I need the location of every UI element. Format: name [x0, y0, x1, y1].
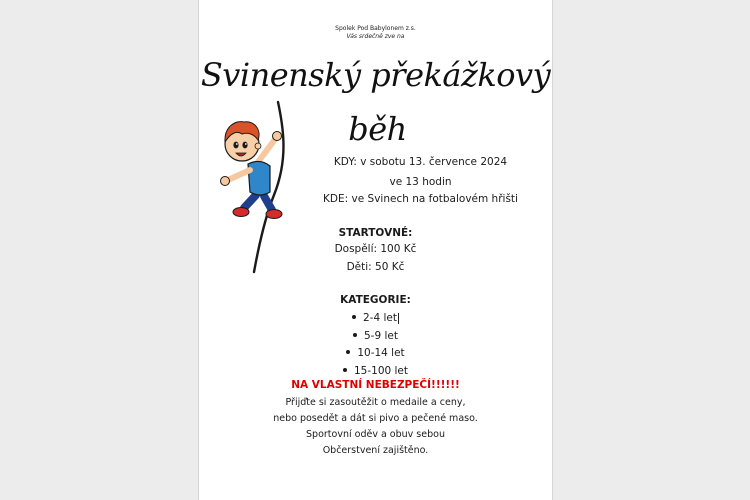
- info-line-1: Přijďte si zasoutěžit o medaile a ceny,: [285, 397, 466, 408]
- event-date: KDY: v sobotu 13. července 2024: [333, 156, 508, 168]
- fee-adults: Dospělí: 100 Kč: [334, 243, 417, 255]
- boy-climbing-rope-icon: [214, 100, 304, 275]
- bullet-icon: [346, 350, 350, 354]
- warning-text: NA VLASTNÍ NEBEZPEČÍ!!!!!!: [291, 379, 460, 391]
- categories-list: [199, 310, 552, 380]
- bullet-icon: [343, 368, 347, 372]
- categories-heading: KATEGORIE:: [340, 294, 411, 306]
- list-item: 10-14 let: [199, 345, 552, 363]
- title-line-1: Svinenský překážkový: [200, 56, 551, 94]
- info-line-4: Občerstvení zajištěno.: [322, 445, 429, 456]
- title-line-2: běh: [348, 110, 407, 148]
- list-item: 5-9 let: [199, 328, 552, 346]
- event-time: ve 13 hodin: [389, 176, 452, 188]
- event-location: KDE: ve Svinech na fotbalovém hřišti: [323, 193, 518, 205]
- fee-heading: STARTOVNÉ:: [338, 227, 413, 239]
- organizer-name: Spolek Pod Babylonem z.s.: [335, 25, 416, 32]
- list-item: 15-100 let: [199, 363, 552, 381]
- info-line-2: nebo posedět a dát si pivo a pečené maso.: [273, 413, 478, 424]
- fee-children: Děti: 50 Kč: [346, 261, 405, 273]
- info-line-3: Sportovní oděv a obuv sebou: [306, 429, 445, 440]
- bullet-icon: [352, 315, 356, 319]
- invitation-text: Vás srdečně zve na: [346, 33, 405, 40]
- text-cursor: [398, 313, 399, 324]
- bullet-icon: [353, 333, 357, 337]
- list-item: 2-4 let: [199, 310, 552, 328]
